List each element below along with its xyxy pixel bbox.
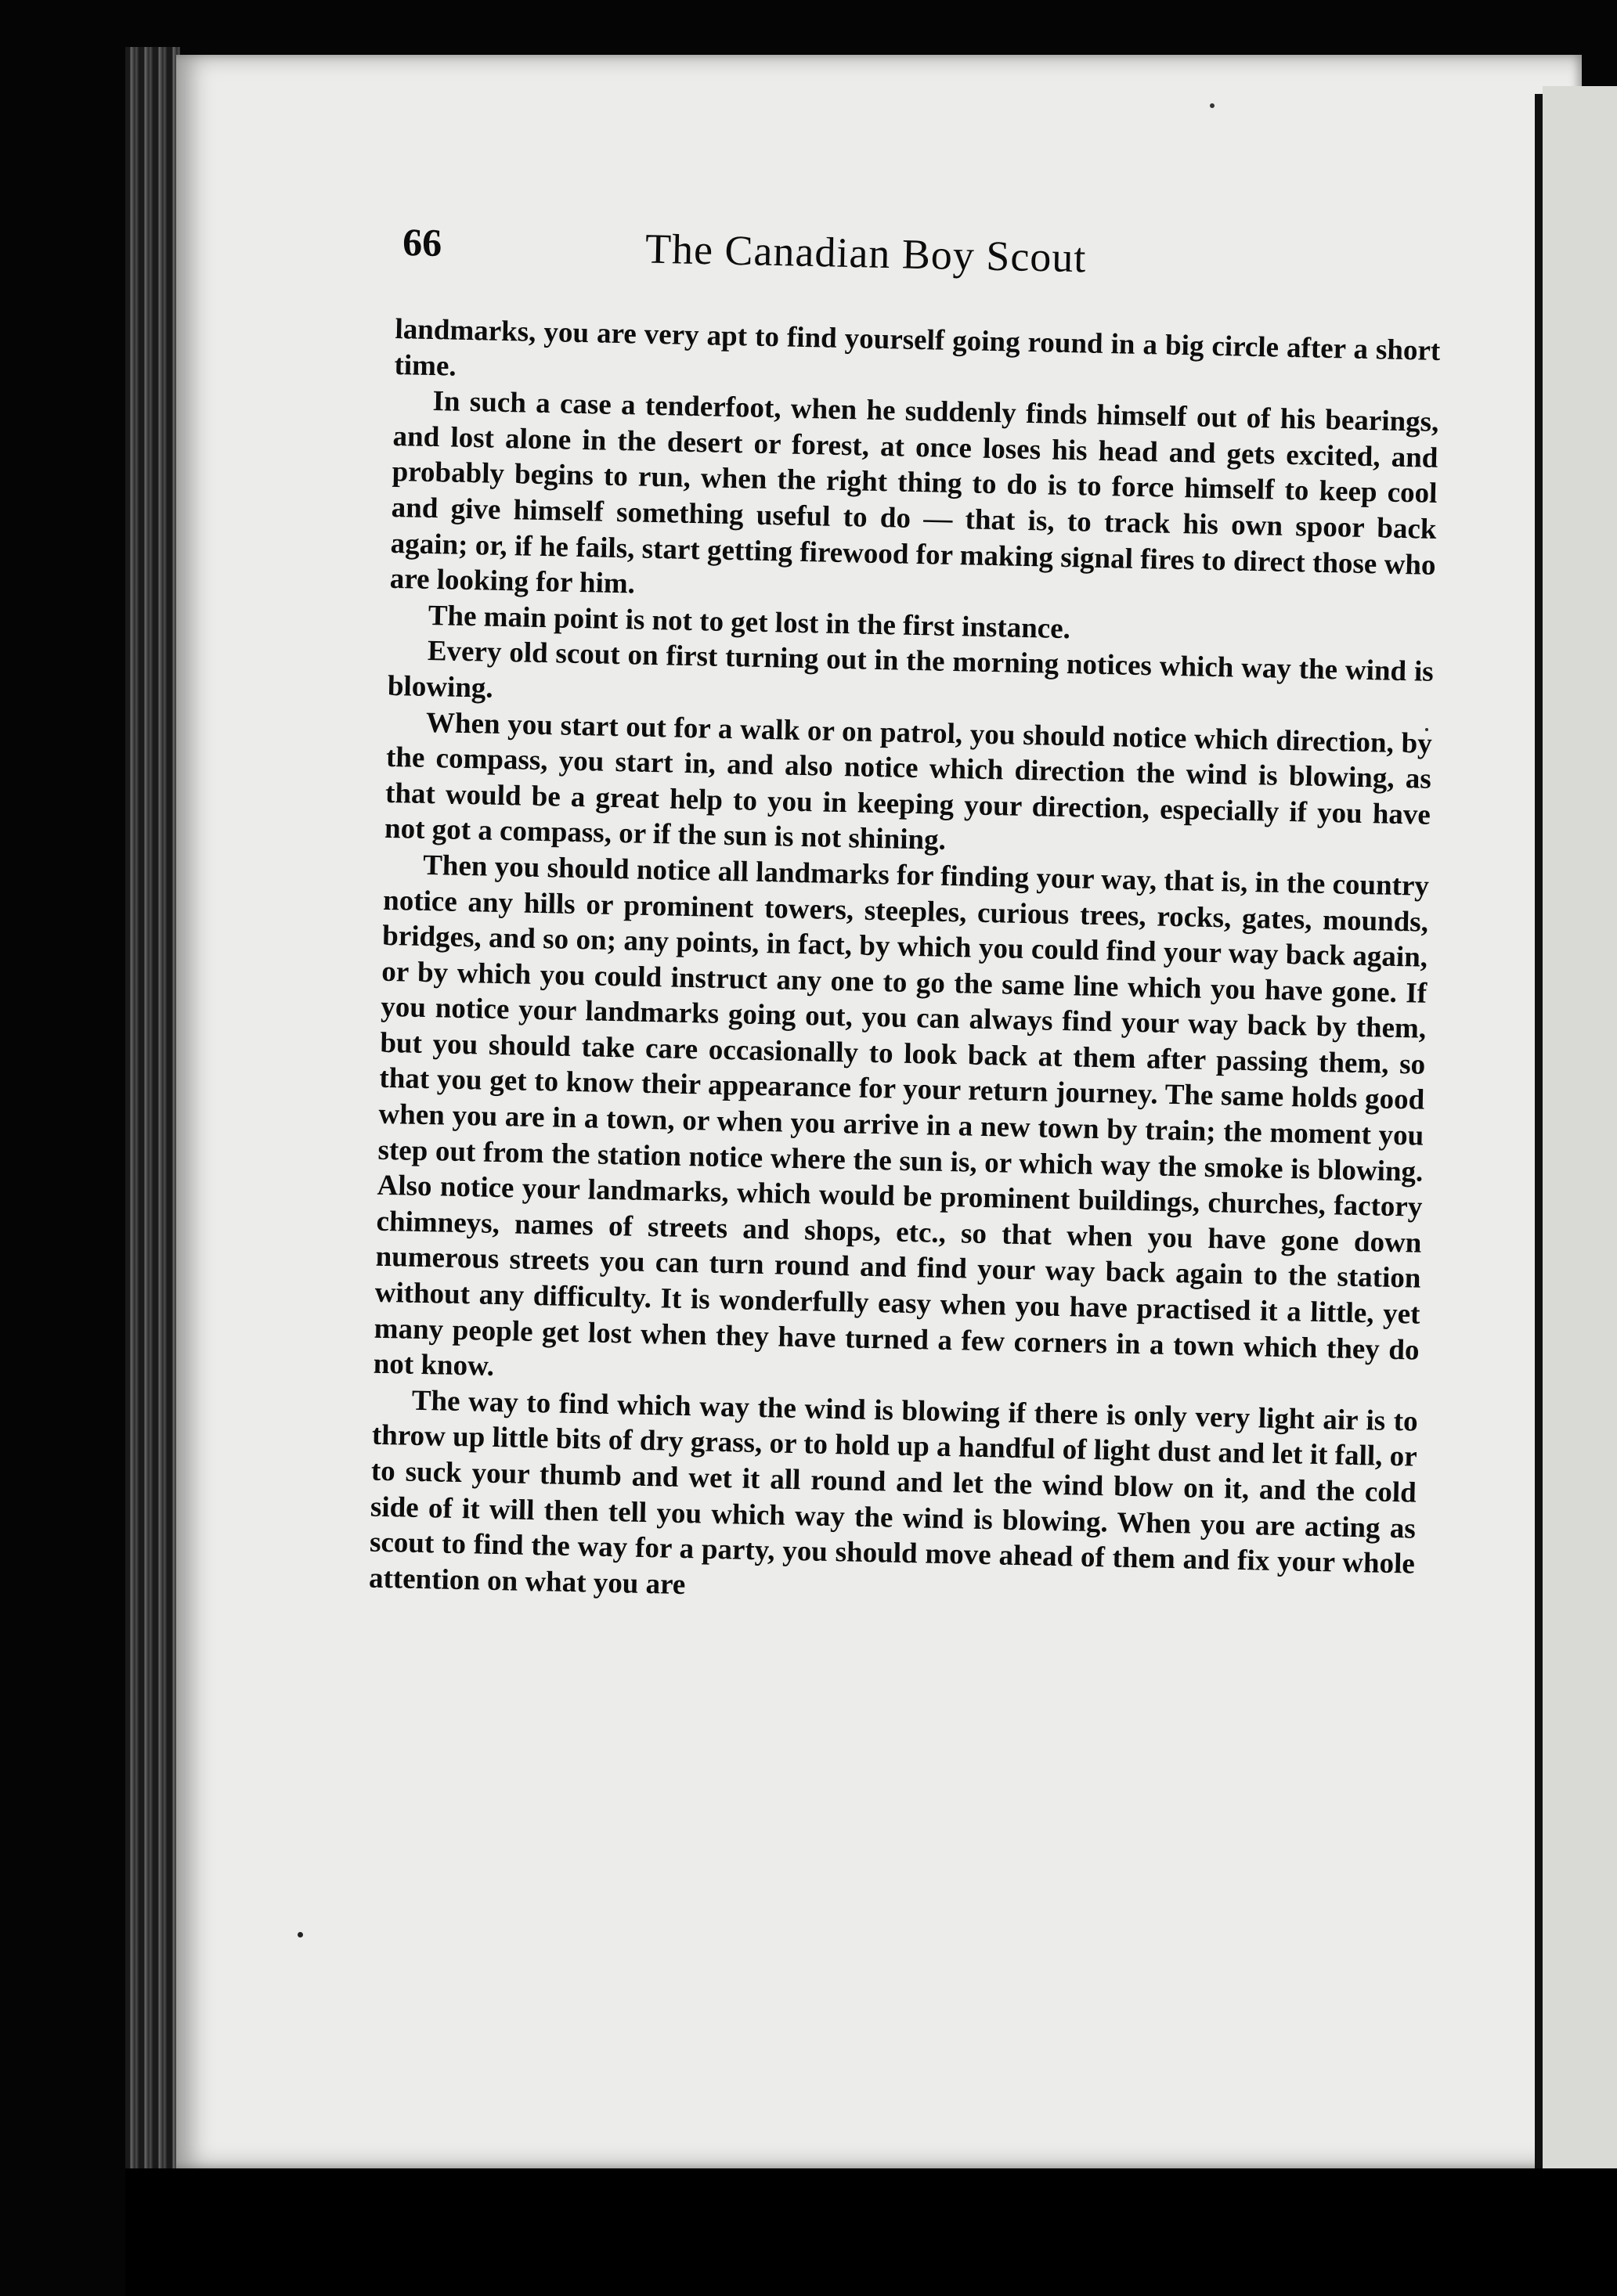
paragraph: Every old scout on first turning out in the morning notices which way the wind is blowing. (387, 635, 1435, 705)
book-binding (125, 47, 180, 2176)
paragraph: In such a case a tenderfoot, when he suddenly finds himself out of his bearings, and lost alone in the desert or forest, at once loses his head and gets excited, and probably begins to run, when the right thing to do is to force himself to keep cool and give himself something useful to do — that is, to track his own spoor back again; or, if he fails, start getting firewood for making signal fires to direct those who are looking for him. (389, 385, 1439, 600)
facing-page-edge (1543, 86, 1617, 2200)
paragraph: The way to find which way the wind is blowing if there is only very light air is to throw up little bits of dry grass, or to hold up a handful of light dust and let it fall, or to suck your thumb and wet it all round and let the wind blow on it, and the cold side of it will then tell you which way the wind is blowing. When you are acting as scout to find the way for a party, you should move ahead of them and fix your whole attention on what you are (368, 1384, 1419, 1601)
dust-speck (298, 1932, 303, 1937)
running-title: The Canadian Boy Scout (644, 225, 1088, 282)
page-number: 66 (402, 219, 442, 265)
page-edge-shadow (1535, 94, 1543, 2176)
bottom-shadow (125, 2168, 1617, 2296)
paragraph: Then you should notice all landmarks for finding your way, that is, in the country notice any hills or prominent towers, steeples, curious trees, rocks, gates, mounds, bridges, and so on; any points, in fact, by which you could find your way back again, or by which you could instruct any one to go the same line which you have gone. If you notice your landmarks going out, you can always find your way back by them, but you should take care occasionally to look back at them after passing them, so that you get to know their appearance for your return journey. The same holds good when you are in a town, or when you arrive in a new town by train; the moment you step out from the station notice where the sun is, or which way the smoke is blowing. Also notice your landmarks, which would be prominent buildings, churches, factory chimneys, names of streets and shops, etc., so that when you have gone down numerous streets you can turn round and find your way back again to the station without any difficulty. It is wonderfully easy when you have practised it a little, yet many people get lost when they have turned a few corners in a town which they do not know. (373, 849, 1430, 1383)
paragraph: landmarks, you are very apt to find yourself going round in a big circle after a short time. (394, 312, 1441, 383)
paragraph: When you start out for a walk or on patrol, you should notice which direction, by the compass, you start in, and also notice which direction the wind is blowing, as that would be a great help to you in keeping your direction, especially if you have not got a compass, or if the sun is not shining. (384, 706, 1433, 857)
paragraph: The main point is not to get lost in the first instance. (428, 599, 1071, 645)
body-text (369, 312, 1441, 1618)
dust-speck (1210, 103, 1215, 108)
